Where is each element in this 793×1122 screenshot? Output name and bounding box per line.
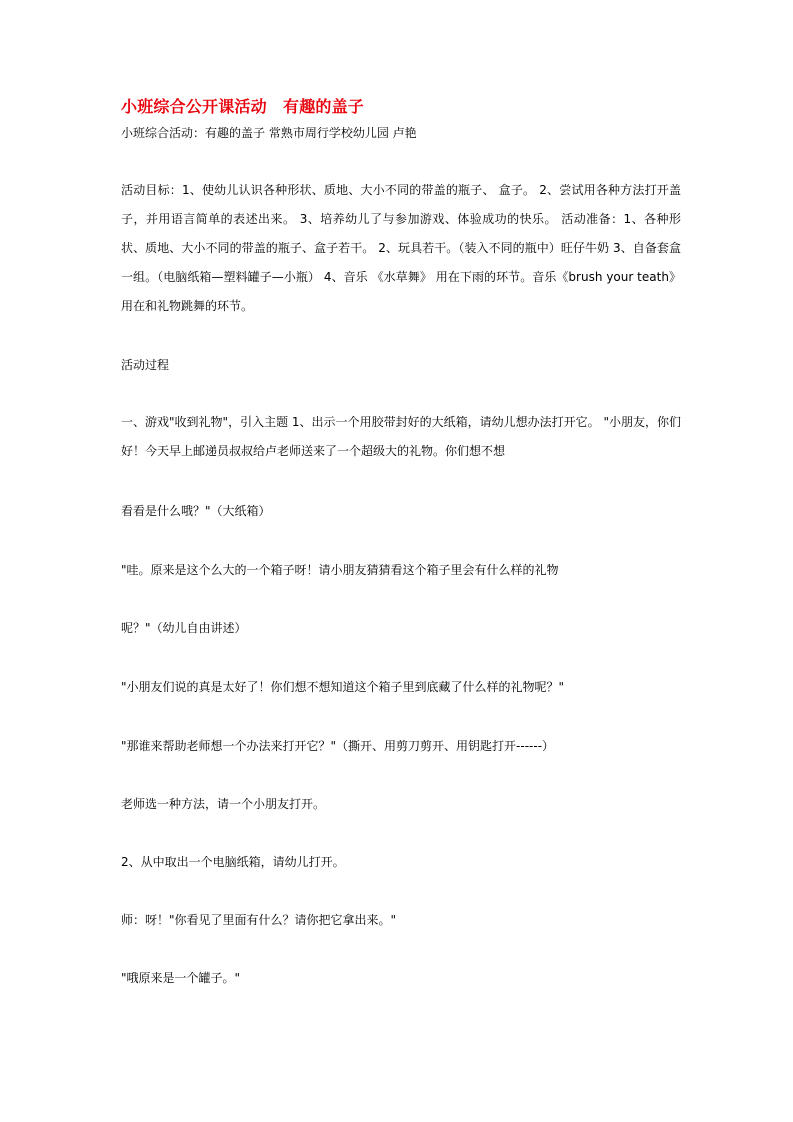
text-line: "小朋友们说的真是太好了！你们想不想知道这个箱子里到底藏了什么样的礼物呢？" — [121, 680, 565, 694]
text-line: "哦原来是一个罐子。" — [121, 971, 241, 985]
text-line: 2、从中取出一个电脑纸箱，请幼儿打开。 — [121, 855, 345, 869]
text-line: "哇。原来是这个么大的一个箱子呀！请小朋友猜猜看这个箱子里会有什么样的礼物 — [121, 563, 559, 577]
section-one-paragraph: 一、游戏"收到礼物"，引入主题 1、出示一个用胶带封好的大纸箱，请幼儿想办法打开它。 "小朋友，你们好！今天早上邮递员叔叔给卢老师送来了一个超级大的礼物。你们想不想 — [121, 415, 681, 458]
text-line: 师：呀！"你看见了里面有什么？请你把它拿出来。" — [121, 913, 397, 927]
text-line: "那谁来帮助老师想一个办法来打开它？"（撕开、用剪刀剪开、用钥匙打开------） — [121, 739, 555, 753]
objectives-paragraph: 活动目标：1、使幼儿认识各种形状、质地、大小不同的带盖的瓶子、 盒子。 2、尝试用各种方法打开盖子，并用语言简单的表述出来。 3、培养幼儿了与参加游戏、体验成功的快乐。 活动准备：1、各种形状、质地、大小不同的带盖的瓶子、盒子若干。 2、玩具若干。（装入不同的瓶中）旺仔牛奶 3、自备套盒一组。（电脑纸箱—塑料罐子—小瓶） 4、音乐 《水草舞》 用在下雨的环节。音乐《brush your teath》用在和礼物跳舞的环节。 — [121, 183, 681, 313]
process-heading: 活动过程 — [121, 358, 170, 372]
document-subtitle: 小班综合活动：有趣的盖子 常熟市周行学校幼儿园 卢艳 — [121, 126, 417, 140]
document-title: 小班综合公开课活动 有趣的盖子 — [121, 97, 365, 116]
text-line: 看看是什么哦？"（大纸箱） — [121, 504, 271, 518]
text-line: 老师选一种方法，请一个小朋友打开。 — [121, 797, 326, 811]
text-line: 呢？"（幼儿自由讲述） — [121, 621, 247, 635]
